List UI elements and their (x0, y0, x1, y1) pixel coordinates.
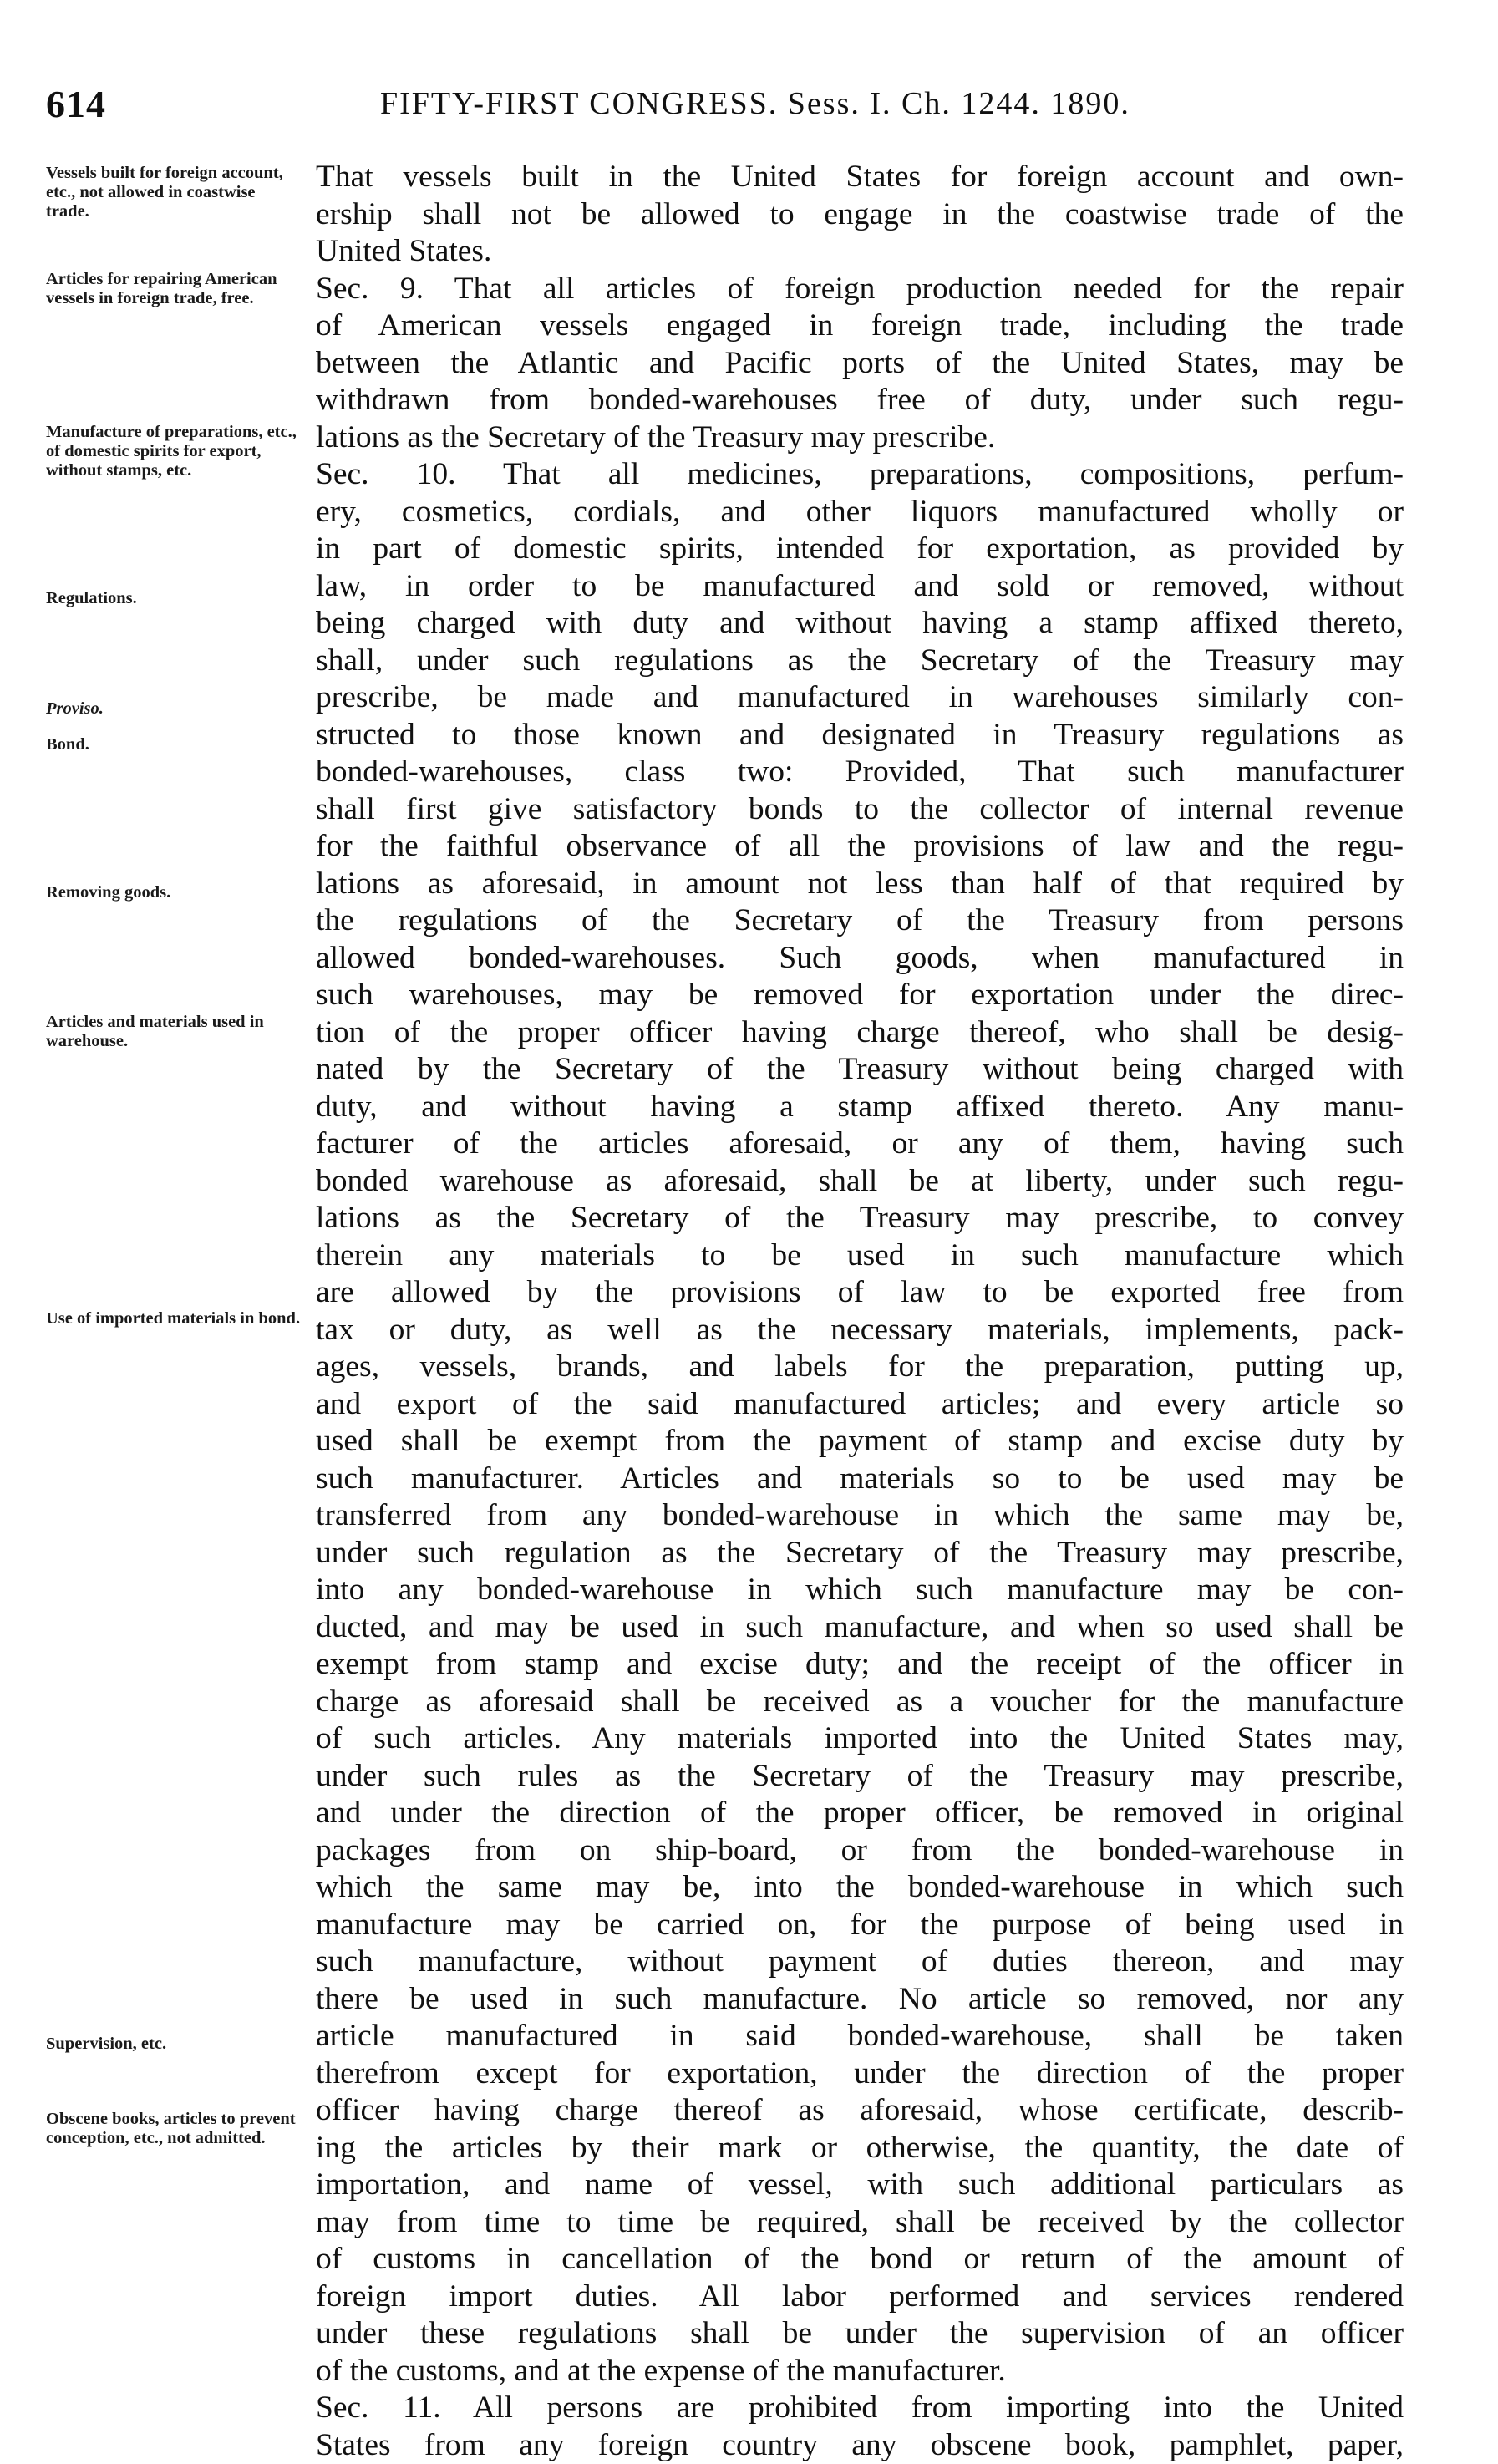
page-header (46, 82, 1408, 132)
text-line: United States. (316, 233, 1404, 271)
text-line: Sec. 11. All persons are prohibited from importing into the United (316, 2390, 1404, 2427)
text-line: in part of domestic spirits, intended for exportation, as provided by (316, 531, 1404, 568)
text-line: may from time to time be required, shall be received by the collector (316, 2204, 1404, 2242)
margin-note: Removing goods. (46, 883, 301, 902)
margin-note: Bond. (46, 735, 301, 754)
text-line: which the same may be, into the bonded-warehouse in which such (316, 1869, 1404, 1907)
text-line: duty, and without having a stamp affixed thereto. Any manu- (316, 1089, 1404, 1126)
text-line: importation, and name of vessel, with such additional particulars as (316, 2167, 1404, 2204)
text-line: nated by the Secretary of the Treasury without being charged with (316, 1051, 1404, 1089)
text-line: being charged with duty and without having a stamp affixed thereto, (316, 605, 1404, 643)
text-line: shall first give satisfactory bonds to the collector of internal revenue (316, 791, 1404, 829)
text-line: States from any foreign country any obscene book, pamphlet, paper, (316, 2427, 1404, 2464)
text-line: therefrom except for exportation, under the direction of the proper (316, 2055, 1404, 2093)
text-line: ages, vessels, brands, and labels for the preparation, putting up, (316, 1349, 1404, 1386)
text-line: tion of the proper officer having charge thereof, who shall be desig- (316, 1014, 1404, 1052)
text-line: and export of the said manufactured articles; and every article so (316, 1386, 1404, 1424)
text-line: of American vessels engaged in foreign trade, including the trade (316, 307, 1404, 345)
margin-note: Obscene books, articles to prevent conception, etc., not admitted. (46, 2110, 301, 2148)
text-line: ery, cosmetics, cordials, and other liquors manufactured wholly or (316, 494, 1404, 531)
text-line: of such articles. Any materials imported into the United States may, (316, 1720, 1404, 1758)
text-line: of customs in cancellation of the bond or return of the amount of (316, 2241, 1404, 2279)
text-line: officer having charge thereof as aforesaid, whose certificate, describ- (316, 2092, 1404, 2130)
text-line: between the Atlantic and Pacific ports of the United States, may be (316, 345, 1404, 383)
text-line: Sec. 9. That all articles of foreign production needed for the repair (316, 271, 1404, 308)
text-line: foreign import duties. All labor performed and services rendered (316, 2279, 1404, 2316)
text-line: bonded-warehouses, class two: Provided, That such manufacturer (316, 754, 1404, 791)
text-line: ership shall not be allowed to engage in the coastwise trade of the (316, 196, 1404, 234)
text-line: That vessels built in the United States for foreign account and own- (316, 159, 1404, 196)
text-line: and under the direction of the proper officer, be removed in original (316, 1795, 1404, 1832)
text-line: ing the articles by their mark or otherwise, the quantity, the date of (316, 2130, 1404, 2167)
text-line: of the customs, and at the expense of the manufacturer. (316, 2353, 1404, 2390)
margin-note: Articles for repairing American vessels in foreign trade, free. (46, 270, 301, 308)
text-line: Sec. 10. That all medicines, preparations, compositions, perfum- (316, 456, 1404, 494)
text-line: allowed bonded-warehouses. Such goods, when manufactured in (316, 940, 1404, 978)
text-line: lations as aforesaid, in amount not less than half of that required by (316, 866, 1404, 903)
text-line: lations as the Secretary of the Treasury may prescribe. (316, 419, 1404, 457)
text-line: shall, under such regulations as the Secretary of the Treasury may (316, 643, 1404, 680)
text-line: withdrawn from bonded-warehouses free of duty, under such regu- (316, 382, 1404, 419)
text-line: facturer of the articles aforesaid, or any of them, having such (316, 1125, 1404, 1163)
text-line: used shall be exempt from the payment of stamp and excise duty by (316, 1423, 1404, 1461)
text-line: such warehouses, may be removed for exportation under the direc- (316, 977, 1404, 1014)
text-line: charge as aforesaid shall be received as a voucher for the manufacture (316, 1684, 1404, 1721)
text-line: law, in order to be manufactured and sold or removed, without (316, 568, 1404, 606)
text-line: are allowed by the provisions of law to be exported free from (316, 1274, 1404, 1312)
margin-note: Manufacture of preparations, etc., of domestic spirits for export, without stamps, etc. (46, 423, 301, 480)
statute-body-text (316, 159, 1404, 2464)
text-line: under such regulation as the Secretary of the Treasury may prescribe, (316, 1535, 1404, 1572)
margin-note: Articles and materials used in warehouse. (46, 1013, 301, 1051)
text-line: lations as the Secretary of the Treasury may prescribe, to convey (316, 1200, 1404, 1237)
margin-note: Vessels built for foreign account, etc., not allowed in coastwise trade. (46, 164, 301, 221)
text-line: such manufacturer. Articles and materials so to be used may be (316, 1461, 1404, 1498)
text-line: article manufactured in said bonded-warehouse, shall be taken (316, 2018, 1404, 2055)
text-line: exempt from stamp and excise duty; and the receipt of the officer in (316, 1646, 1404, 1684)
running-head: FIFTY-FIRST CONGRESS. Sess. I. Ch. 1244. 1890. (380, 85, 1130, 122)
text-line: therein any materials to be used in such manufacture which (316, 1237, 1404, 1275)
text-line: transferred from any bonded-warehouse in which the same may be, (316, 1497, 1404, 1535)
text-line: packages from on ship-board, or from the bonded-warehouse in (316, 1832, 1404, 1870)
margin-note: Supervision, etc. (46, 2035, 301, 2054)
text-line: the regulations of the Secretary of the Treasury from persons (316, 902, 1404, 940)
text-line: into any bonded-warehouse in which such manufacture may be con- (316, 1572, 1404, 1609)
page-number: 614 (46, 82, 106, 126)
text-line: ducted, and may be used in such manufacture, and when so used shall be (316, 1609, 1404, 1647)
margin-note: Regulations. (46, 589, 301, 608)
text-line: under these regulations shall be under the supervision of an officer (316, 2315, 1404, 2353)
text-line: tax or duty, as well as the necessary materials, implements, pack- (316, 1312, 1404, 1349)
text-line: there be used in such manufacture. No article so removed, nor any (316, 1981, 1404, 2019)
text-line: prescribe, be made and manufactured in warehouses similarly con- (316, 679, 1404, 717)
text-line: under such rules as the Secretary of the Treasury may prescribe, (316, 1758, 1404, 1796)
text-line: bonded warehouse as aforesaid, shall be at liberty, under such regu- (316, 1163, 1404, 1201)
margin-note-proviso: Proviso. (46, 699, 301, 719)
text-line: such manufacture, without payment of duties thereon, and may (316, 1943, 1404, 1981)
margin-note: Use of imported materials in bond. (46, 1309, 301, 1329)
text-line: manufacture may be carried on, for the purpose of being used in (316, 1907, 1404, 1944)
text-line: structed to those known and designated in Treasury regulations as (316, 717, 1404, 754)
text-line: for the faithful observance of all the provisions of law and the regu- (316, 828, 1404, 866)
